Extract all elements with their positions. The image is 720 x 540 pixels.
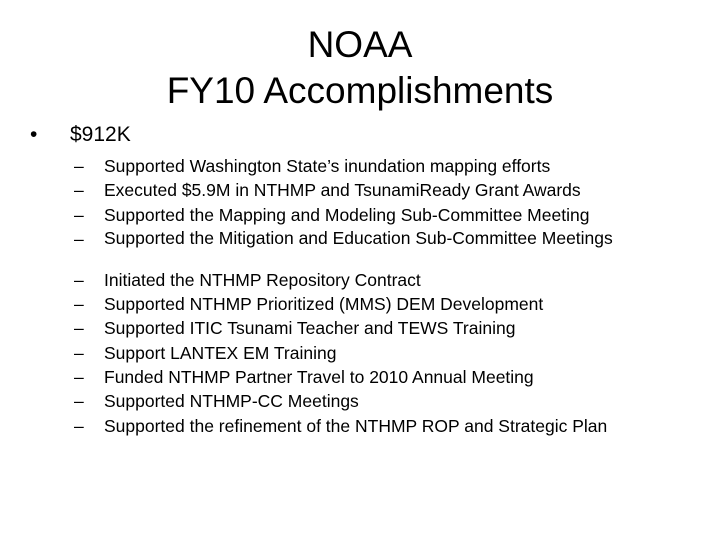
dash-marker: –	[74, 204, 84, 225]
list-item-text: Supported the Mapping and Modeling Sub-Committee Meeting	[104, 204, 590, 225]
list-item-text: Initiated the NTHMP Repository Contract	[104, 269, 421, 290]
list-item-text: Supported ITIC Tsunami Teacher and TEWS Training	[104, 318, 516, 339]
dash-marker: –	[74, 415, 84, 436]
list-item-text: Supported Washington State’s inundation mapping efforts	[104, 156, 551, 176]
list-item	[74, 154, 694, 178]
list-item	[74, 414, 694, 438]
dash-marker: –	[74, 342, 84, 363]
accomplishment-list	[74, 154, 694, 438]
list-item-text: Supported NTHMP Prioritized (MMS) DEM Development	[104, 294, 544, 315]
title-line-2: FY10 Accomplishments	[166, 70, 554, 111]
main-bullet	[30, 122, 690, 148]
list-item-text: Funded NTHMP Partner Travel to 2010 Annual Meeting	[104, 367, 534, 388]
list-item	[74, 341, 694, 365]
list-item	[74, 316, 694, 340]
list-item-text: Supported NTHMP-CC Meetings	[104, 391, 359, 412]
dash-marker: –	[74, 180, 84, 201]
dash-marker: –	[74, 228, 84, 249]
dash-marker: –	[74, 367, 84, 388]
dash-marker: –	[74, 391, 84, 412]
list-item	[74, 389, 694, 413]
title-line-1: NOAA	[307, 24, 413, 65]
bullet-marker: •	[30, 123, 38, 146]
list-item	[74, 178, 694, 202]
list-item-text: Supported the refinement of the NTHMP ROP and Strategic Plan	[104, 415, 608, 436]
dash-marker: –	[74, 294, 84, 315]
dash-marker: –	[74, 269, 84, 290]
list-item	[74, 365, 694, 389]
slide-title	[0, 22, 720, 114]
list-item-text: Supported the Mitigation and Education Sub-Committee Meetings	[104, 227, 613, 248]
list-item	[74, 227, 694, 268]
list-item	[74, 203, 694, 227]
list-item-text: Support LANTEX EM Training	[104, 342, 337, 363]
main-bullet-text: $912K	[70, 123, 131, 146]
list-item	[74, 292, 694, 316]
dash-marker: –	[74, 318, 84, 339]
list-item-text: Executed $5.9M in NTHMP and TsunamiReady Grant Awards	[104, 180, 581, 201]
list-item	[74, 268, 694, 292]
dash-marker: –	[74, 156, 84, 176]
